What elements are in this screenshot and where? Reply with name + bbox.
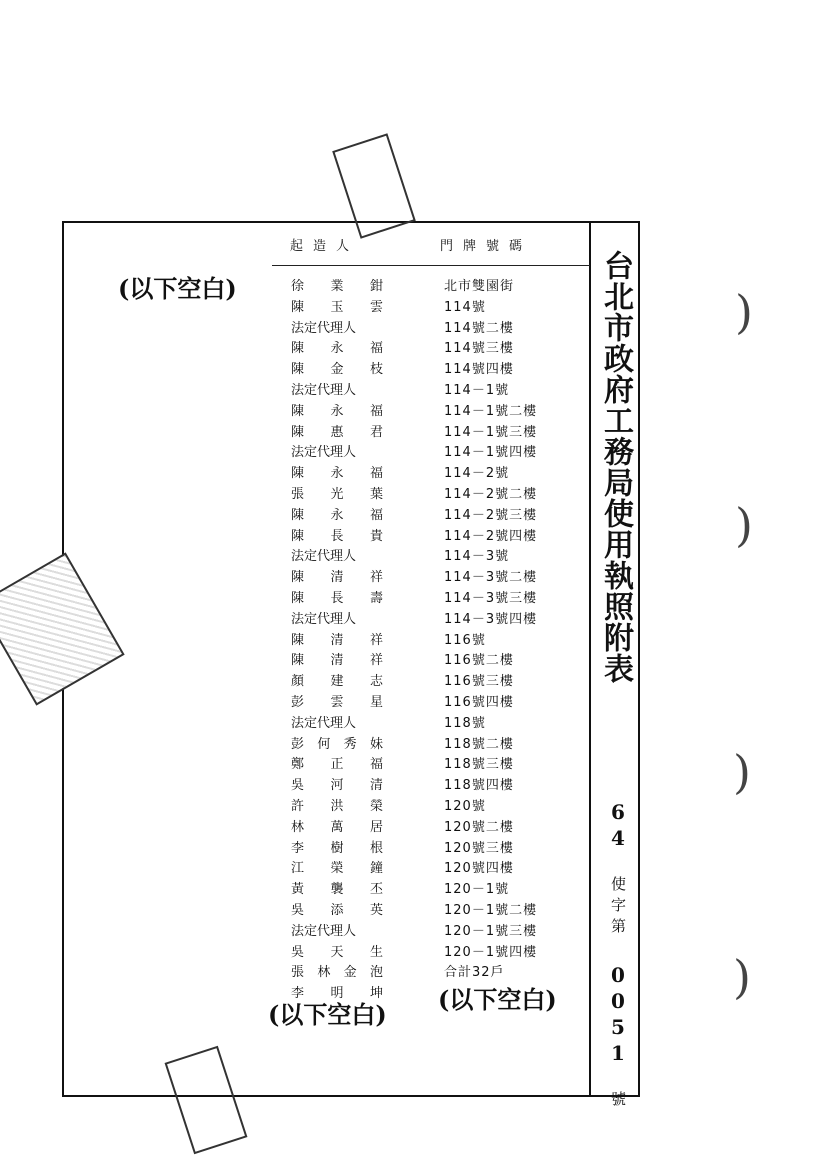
blank-mark: (以下空白) — [438, 985, 557, 1014]
name-part: 正 — [330, 757, 344, 773]
door-address: 116號 — [444, 632, 486, 648]
door-address: 北市雙園街 — [444, 279, 515, 294]
name-part: 彭 — [291, 736, 305, 752]
builder-name — [291, 381, 383, 401]
name-part: 星 — [369, 695, 383, 710]
door-address: 118號 — [444, 715, 486, 731]
builder-name — [291, 568, 383, 588]
name-part: 陳 — [291, 632, 305, 648]
door-address: 114－3號二樓 — [444, 570, 538, 586]
door-address: 118號二樓 — [444, 736, 514, 752]
builder-name — [291, 360, 383, 380]
name-part: 榮 — [369, 799, 383, 814]
builder-name — [291, 631, 383, 651]
name-part: 天 — [330, 944, 344, 960]
name-part: 生 — [369, 944, 383, 960]
door-address: 120號二樓 — [444, 819, 514, 835]
name-part: 吳 — [291, 903, 305, 918]
name-part: 彭 — [291, 695, 305, 710]
name-part: 法定代理人 — [291, 320, 357, 336]
name-part: 坤 — [369, 986, 383, 1002]
permit-year: 64 — [606, 800, 630, 852]
builder-name — [291, 693, 383, 713]
door-address: 116號二樓 — [444, 653, 514, 669]
builder-name — [291, 714, 383, 734]
name-part: 秀 — [343, 736, 357, 752]
builder-name — [291, 485, 383, 505]
name-part: 清 — [369, 778, 383, 794]
binding-hole-mark: ) — [733, 950, 751, 1004]
name-part: 明 — [330, 986, 344, 1002]
name-part: 河 — [330, 778, 344, 794]
name-part: 鉗 — [369, 279, 383, 294]
builder-name — [291, 880, 383, 900]
builder-name — [291, 943, 383, 963]
name-part: 襲 — [330, 882, 344, 898]
name-part: 妹 — [369, 736, 383, 752]
name-part: 建 — [330, 674, 344, 690]
builder-name — [291, 464, 383, 484]
name-part: 清 — [330, 632, 344, 648]
name-part: 陳 — [291, 591, 305, 606]
name-part: 鄭 — [291, 757, 305, 773]
name-part: 陳 — [291, 341, 305, 357]
door-address: 114－3號 — [444, 549, 510, 565]
name-part: 永 — [330, 466, 344, 482]
door-address: 120號 — [444, 799, 486, 814]
name-part: 福 — [369, 507, 383, 523]
builder-name — [291, 402, 383, 422]
binding-hole-mark: ) — [733, 745, 751, 799]
door-address: 114－3號三樓 — [444, 591, 538, 606]
name-part: 陳 — [291, 299, 305, 315]
name-part: 張 — [291, 965, 305, 981]
name-part: 玉 — [330, 299, 344, 315]
builder-name — [291, 443, 383, 463]
name-part: 長 — [330, 591, 344, 606]
door-address: 116號三樓 — [444, 674, 514, 690]
name-part: 法定代理人 — [291, 923, 357, 939]
name-part: 許 — [291, 799, 305, 814]
door-address: 120－1號二樓 — [444, 903, 538, 918]
builder-name — [291, 672, 383, 692]
binding-hole-mark: ) — [735, 285, 753, 339]
blank-mark: (以下空白) — [118, 274, 237, 303]
name-part: 陳 — [291, 466, 305, 482]
name-part: 君 — [369, 424, 383, 440]
name-part: 李 — [291, 986, 305, 1002]
builder-name — [291, 423, 383, 443]
document-title: 台北市政府工務局使用執照附表 — [598, 250, 633, 684]
name-part: 林 — [317, 965, 331, 981]
builder-name — [291, 610, 383, 630]
name-part: 光 — [330, 487, 344, 502]
name-part: 何 — [317, 736, 331, 752]
name-part: 貴 — [369, 528, 383, 544]
name-part: 黃 — [291, 882, 305, 898]
door-address: 114號 — [444, 299, 486, 315]
builder-name — [291, 277, 383, 297]
builder-name — [291, 319, 383, 339]
name-part: 陳 — [291, 570, 305, 586]
name-part: 枝 — [369, 362, 383, 378]
builder-column-header: 起造人 — [290, 239, 360, 254]
name-part: 法定代理人 — [291, 383, 357, 398]
builder-name — [291, 776, 383, 796]
name-part: 陳 — [291, 403, 305, 419]
name-part: 清 — [330, 653, 344, 669]
builder-name — [291, 527, 383, 547]
door-address: 114－2號 — [444, 466, 510, 482]
builder-name — [291, 922, 383, 942]
door-address: 120－1號四樓 — [444, 944, 538, 960]
name-part: 吳 — [291, 944, 305, 960]
name-part: 金 — [330, 362, 344, 378]
permit-prefix: 使字第 — [609, 876, 627, 939]
name-part: 福 — [369, 403, 383, 419]
name-part: 陳 — [291, 507, 305, 523]
name-part: 法定代理人 — [291, 715, 357, 731]
name-part: 樹 — [330, 840, 344, 856]
permit-code — [603, 800, 633, 1112]
door-address: 114號二樓 — [444, 320, 514, 336]
name-part: 永 — [330, 403, 344, 419]
door-address: 116號四樓 — [444, 695, 514, 710]
door-address: 120－1號 — [444, 882, 510, 898]
name-part: 福 — [369, 466, 383, 482]
name-part: 福 — [369, 757, 383, 773]
builder-name — [291, 901, 383, 921]
header-underline — [272, 265, 590, 266]
name-part: 江 — [291, 861, 305, 877]
name-part: 陳 — [291, 424, 305, 440]
name-part: 雲 — [369, 299, 383, 315]
blank-mark: (以下空白) — [268, 1000, 387, 1029]
name-part: 葉 — [369, 487, 383, 502]
name-part: 法定代理人 — [291, 445, 357, 461]
name-part: 祥 — [369, 653, 383, 669]
door-address: 118號四樓 — [444, 778, 514, 794]
name-part: 林 — [291, 819, 305, 835]
door-address: 114－2號四樓 — [444, 528, 538, 544]
door-address: 114－2號三樓 — [444, 507, 538, 523]
builder-name — [291, 755, 383, 775]
name-part: 福 — [369, 341, 383, 357]
name-part: 惠 — [330, 424, 344, 440]
permit-suffix: 號 — [609, 1091, 627, 1112]
name-part: 陳 — [291, 362, 305, 378]
name-part: 張 — [291, 487, 305, 502]
door-address: 114－1號 — [444, 383, 510, 398]
address-column-header: 門牌號碼 — [440, 239, 533, 254]
builder-name — [291, 589, 383, 609]
builder-name — [291, 298, 383, 318]
door-address: 114－1號四樓 — [444, 445, 538, 461]
builder-name — [291, 506, 383, 526]
name-part: 清 — [330, 570, 344, 586]
name-part: 徐 — [291, 279, 305, 294]
door-address: 114號四樓 — [444, 362, 514, 378]
name-part: 添 — [330, 903, 344, 918]
name-part: 萬 — [330, 819, 344, 835]
name-part: 永 — [330, 507, 344, 523]
name-part: 居 — [369, 819, 383, 835]
name-part: 祥 — [369, 632, 383, 648]
name-part: 丕 — [369, 882, 383, 898]
builder-name — [291, 339, 383, 359]
builder-name — [291, 818, 383, 838]
name-part: 志 — [369, 674, 383, 690]
builder-name — [291, 839, 383, 859]
door-address: 120號四樓 — [444, 861, 514, 877]
name-part: 陳 — [291, 528, 305, 544]
name-part: 長 — [330, 528, 344, 544]
builder-name — [291, 547, 383, 567]
builder-name — [291, 735, 383, 755]
name-part: 洪 — [330, 799, 344, 814]
name-part: 根 — [369, 840, 383, 856]
door-address: 114－1號二樓 — [444, 403, 538, 419]
door-address: 114號三樓 — [444, 341, 514, 357]
binding-hole-mark: ) — [735, 498, 753, 552]
name-part: 法定代理人 — [291, 549, 357, 565]
door-address: 114－1號三樓 — [444, 424, 538, 440]
name-part: 陳 — [291, 653, 305, 669]
builder-name — [291, 859, 383, 879]
door-address: 118號三樓 — [444, 757, 514, 773]
name-part: 金 — [343, 965, 357, 981]
name-part: 祥 — [369, 570, 383, 586]
builder-name — [291, 797, 383, 817]
door-address: 114－2號二樓 — [444, 487, 538, 502]
name-part: 法定代理人 — [291, 611, 357, 627]
name-part: 李 — [291, 840, 305, 856]
name-part: 業 — [330, 279, 344, 294]
door-address: 114－3號四樓 — [444, 611, 538, 627]
name-part: 吳 — [291, 778, 305, 794]
builder-name — [291, 651, 383, 671]
name-part: 顏 — [291, 674, 305, 690]
permit-number: 0051 — [606, 963, 630, 1067]
builder-name — [291, 963, 383, 983]
name-part: 鐘 — [369, 861, 383, 877]
name-part: 泡 — [369, 965, 383, 981]
name-part: 雲 — [330, 695, 344, 710]
name-part: 永 — [330, 341, 344, 357]
name-part: 壽 — [369, 591, 383, 606]
door-address: 120－1號三樓 — [444, 923, 538, 939]
title-divider — [589, 221, 591, 1097]
name-part: 榮 — [330, 861, 344, 877]
door-address: 合計32戶 — [444, 965, 505, 981]
name-part: 英 — [369, 903, 383, 918]
door-address: 120號三樓 — [444, 840, 514, 856]
